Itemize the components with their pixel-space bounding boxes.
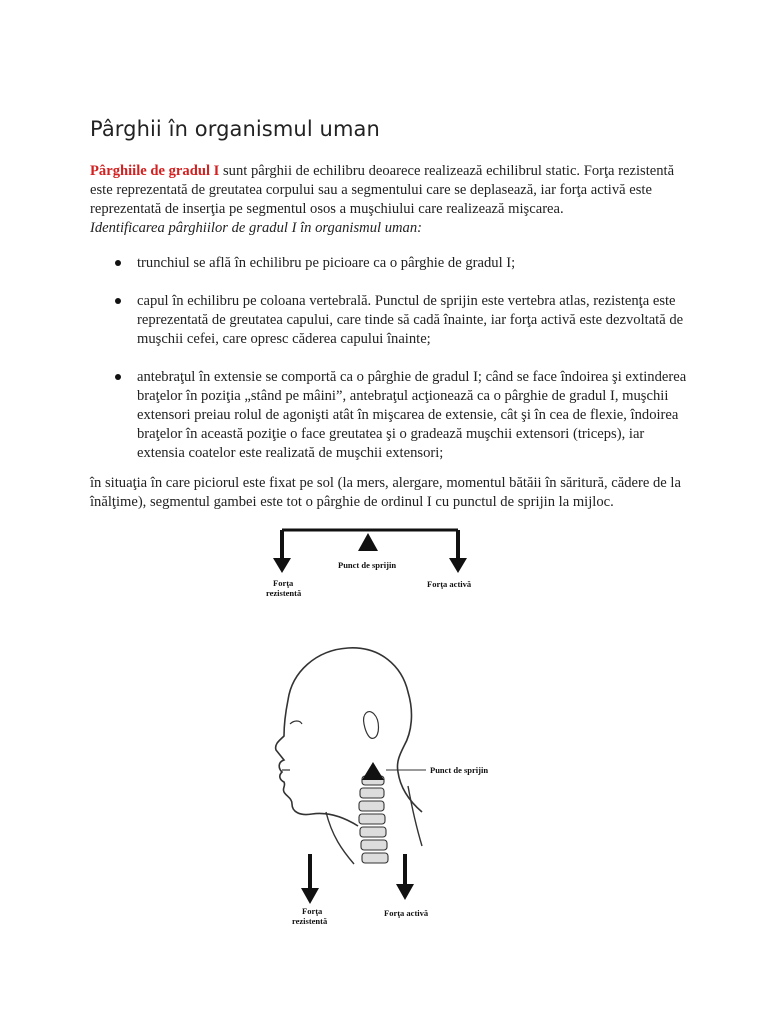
lever-diagram xyxy=(260,524,490,604)
intro-lead: Pârghiile de gradul I xyxy=(90,163,220,179)
head-outline xyxy=(276,648,422,826)
neck-front xyxy=(326,812,354,864)
list-item: capul în echilibru pe coloana vertebrală. Punctul de sprijin este vertebra atlas, rezistenţa este reprezentată de greutatea capului, care tinde să cadă înainte, iar forţa activă este dezvoltată de muşchii cefei, care opresc căderea capului înainte; xyxy=(90,292,690,349)
fulcrum-triangle-icon xyxy=(358,533,378,551)
list-item: trunchiul se află în echilibru pe picioare ca o pârghie de gradul I; xyxy=(90,254,690,273)
page-title: Pârghii în organismul uman xyxy=(90,117,380,141)
cervical-spine xyxy=(359,776,388,863)
resistance-label-2: rezistentă xyxy=(292,916,328,926)
head-lever-diagram xyxy=(262,636,502,932)
resistance-arrow-icon xyxy=(273,558,291,573)
fulcrum-triangle-icon xyxy=(362,762,384,780)
resistance-label-2: rezistentă xyxy=(266,588,302,598)
intro-paragraph xyxy=(90,162,690,238)
resistance-label-1: Forţa xyxy=(302,906,323,916)
fulcrum-label: Punct de sprijin xyxy=(338,560,397,570)
eye xyxy=(290,721,302,724)
closing-paragraph: în situaţia în care piciorul este fixat pe sol (la mers, alergare, momentul bătăii în săritură, cădere de la înălţime), segmentul gambei este tot o pârghie de ordinul I cu punctul de sprijin la mijloc. xyxy=(90,475,681,510)
neck-back xyxy=(408,786,422,846)
intro-italic: Identificarea pârghiilor de gradul I în organismul uman: xyxy=(90,220,422,236)
resistance-label-1: Forţa xyxy=(273,578,294,588)
list-item: antebraţul în extensie se comportă ca o pârghie de gradul I; când se face îndoirea şi extinderea braţelor în poziţia „stând pe mâini”, antebraţul acţionează ca o pârghie de gradul I, muşchii extensori preiau rolul de agonişti atât în mişcarea de extensie, cât şi în cea de flexie, îndoirea braţelor în această poziţie o face greutatea şi o gradează muşchii extensori (triceps), iar extensia coatelor este realizată de muşchii extensori; xyxy=(90,368,690,463)
intro-text: sunt pârghii de echilibru deoarece realizează echilibrul static. Forţa rezistentă este reprezentată de greutatea corpului sau a segmentului care se deplasează, iar forţa activă este reprezentată de inserţia pe segmentul osos a muşchiului care realizează mişcarea. xyxy=(90,163,675,217)
active-label: Forţa activă xyxy=(427,579,472,589)
fulcrum-label: Punct de sprijin xyxy=(430,765,489,775)
ear-outline xyxy=(364,712,379,739)
active-label: Forţa activă xyxy=(384,908,429,918)
active-arrow-icon xyxy=(396,884,414,900)
resistance-arrow-icon xyxy=(301,888,319,904)
bullet-list xyxy=(90,254,690,482)
active-arrow-icon xyxy=(449,558,467,573)
